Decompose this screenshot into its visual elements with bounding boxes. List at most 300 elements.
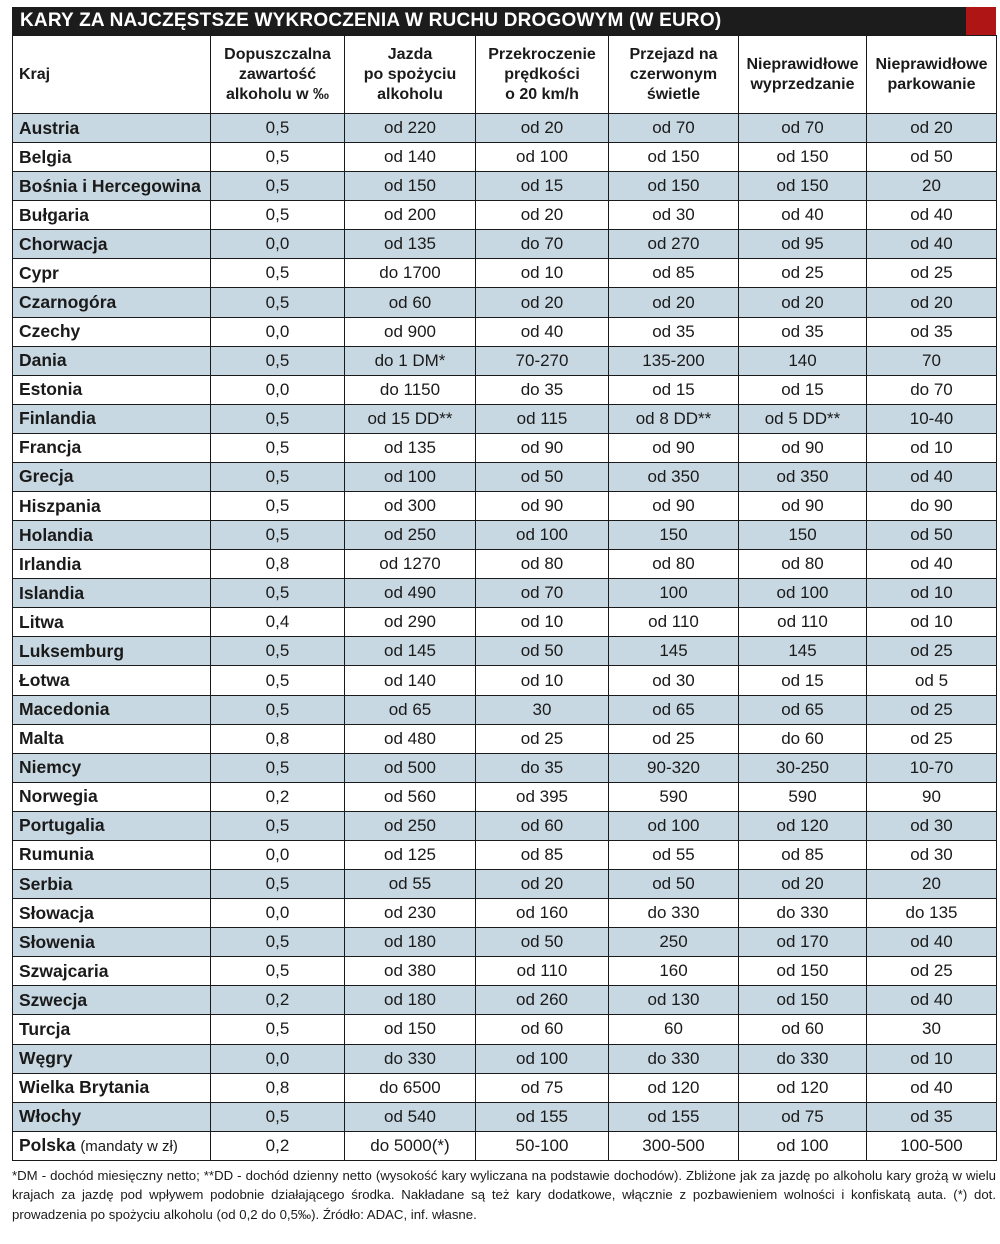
table-cell <box>476 259 609 288</box>
cell-value: od 150 <box>776 176 829 196</box>
table-row <box>13 462 997 491</box>
cell-value: 0,5 <box>265 757 290 777</box>
cell-value: 0,0 <box>265 379 290 399</box>
table-cell <box>211 637 345 666</box>
table-row <box>13 811 997 840</box>
column-header-line: Przekroczenie <box>488 45 596 63</box>
country-cell <box>13 1131 211 1160</box>
cell-value: od 80 <box>781 554 824 574</box>
cell-value: od 50 <box>910 525 953 545</box>
country-name: Czarnogóra <box>19 292 117 312</box>
country-cell <box>13 870 211 899</box>
table-row <box>13 1131 997 1160</box>
table-cell <box>739 288 867 317</box>
cell-value: od 135 <box>384 234 436 254</box>
country-cell <box>13 695 211 724</box>
table-row <box>13 346 997 375</box>
country-name: Bułgaria <box>19 204 90 225</box>
table-cell <box>739 1073 867 1102</box>
cell-value: od 5 DD** <box>764 408 841 428</box>
cell-value: 0,5 <box>265 815 290 835</box>
table-cell <box>739 521 867 550</box>
table-cell <box>345 782 476 811</box>
cell-value: od 20 <box>910 292 953 312</box>
country-name: Słowacja <box>19 902 94 923</box>
cell-value: 0,5 <box>265 641 290 661</box>
cell-value: od 90 <box>781 437 824 457</box>
table-cell <box>867 957 997 986</box>
cell-value: od 560 <box>384 786 436 806</box>
cell-value: 0,5 <box>265 350 290 370</box>
table-cell <box>739 637 867 666</box>
table-cell <box>476 608 609 637</box>
cell-value: 0,5 <box>265 525 290 545</box>
table-cell <box>345 201 476 230</box>
table-row <box>13 521 997 550</box>
country-cell <box>13 259 211 288</box>
table-cell <box>476 550 609 579</box>
cell-value: 140 <box>788 350 817 370</box>
column-header-line: alkoholu <box>377 85 443 103</box>
country-name: Grecja <box>19 466 74 487</box>
cell-value: od 350 <box>647 466 700 486</box>
table-cell <box>476 143 609 172</box>
table-cell <box>345 346 476 375</box>
cell-value: 0,5 <box>265 437 290 457</box>
table-cell <box>345 928 476 957</box>
cell-value: od 155 <box>516 1106 568 1126</box>
cell-value: 160 <box>659 961 688 981</box>
table-cell <box>609 666 739 695</box>
table-cell <box>211 346 345 375</box>
table-cell <box>211 695 345 724</box>
cell-value: 0,2 <box>265 990 290 1010</box>
table-cell <box>476 899 609 928</box>
table-cell <box>609 724 739 753</box>
column-header-line: o 20 km/h <box>505 85 579 103</box>
table-cell <box>867 695 997 724</box>
table-cell <box>211 1131 345 1160</box>
column-header-line: czerwonym <box>629 65 718 83</box>
cell-value: 70 <box>922 350 941 370</box>
country-name: Litwa <box>19 611 64 632</box>
cell-value: od 40 <box>910 990 953 1010</box>
country-name: Francja <box>19 437 82 458</box>
table-cell <box>739 928 867 957</box>
table-cell <box>211 492 345 521</box>
table-cell <box>476 288 609 317</box>
table-cell <box>345 404 476 433</box>
country-name: Holandia <box>19 524 93 545</box>
table-cell <box>476 782 609 811</box>
table-row <box>13 782 997 811</box>
cell-value: do 90 <box>910 496 953 516</box>
cell-value: od 180 <box>384 990 436 1010</box>
cell-value: od 150 <box>776 147 829 167</box>
cell-value: od 900 <box>384 321 436 341</box>
table-row <box>13 550 997 579</box>
table-cell <box>476 462 609 491</box>
country-cell <box>13 172 211 201</box>
cell-value: od 65 <box>388 699 432 719</box>
table-cell <box>609 375 739 404</box>
cell-value: od 10 <box>910 583 953 603</box>
column-header-line: zawartość <box>238 65 317 83</box>
cell-value: od 120 <box>776 815 829 835</box>
table-cell <box>211 928 345 957</box>
table-cell <box>476 201 609 230</box>
table-cell <box>211 1015 345 1044</box>
table-cell <box>739 899 867 928</box>
table-cell <box>867 1044 997 1073</box>
cell-value: 0,2 <box>265 1135 290 1155</box>
cell-value: 30-250 <box>776 757 829 777</box>
country-cell <box>13 637 211 666</box>
table-cell <box>739 114 867 143</box>
cell-value: 590 <box>788 786 817 806</box>
country-name: Finlandia <box>19 408 96 429</box>
cell-value: 0,8 <box>265 728 290 748</box>
cell-value: 0,5 <box>265 874 290 894</box>
country-cell <box>13 579 211 608</box>
cell-value: od 135 <box>384 437 436 457</box>
cell-value: 0,5 <box>265 118 290 138</box>
cell-value: 0,5 <box>265 932 290 952</box>
cell-value: od 490 <box>384 583 436 603</box>
cell-value: 135-200 <box>642 350 705 370</box>
cell-value: od 40 <box>910 554 953 574</box>
cell-value: od 30 <box>910 844 953 864</box>
table-cell <box>739 666 867 695</box>
table-cell <box>867 724 997 753</box>
cell-value: do 70 <box>910 379 953 399</box>
cell-value: od 50 <box>520 641 564 661</box>
country-name: Bośnia i Hercegowina <box>19 175 201 196</box>
table-cell <box>211 753 345 782</box>
table-cell <box>609 753 739 782</box>
column-header <box>867 36 997 114</box>
cell-value: od 150 <box>776 961 829 981</box>
column-header <box>211 36 345 114</box>
table-cell <box>345 230 476 259</box>
cell-value: od 85 <box>652 263 695 283</box>
cell-value: od 35 <box>910 1106 953 1126</box>
table-cell <box>739 317 867 346</box>
cell-value: od 15 <box>781 379 824 399</box>
table-cell <box>609 637 739 666</box>
table-row <box>13 114 997 143</box>
cell-value: 100-500 <box>900 1135 963 1155</box>
cell-value: od 150 <box>776 990 829 1010</box>
cell-value: od 20 <box>520 118 564 138</box>
cell-value: od 65 <box>652 699 695 719</box>
table-cell <box>609 957 739 986</box>
country-cell <box>13 957 211 986</box>
title-bar <box>12 7 996 35</box>
table-cell <box>211 957 345 986</box>
table-cell <box>211 375 345 404</box>
cell-value: od 160 <box>516 903 568 923</box>
cell-value: 0,0 <box>265 321 290 341</box>
table-cell <box>345 1044 476 1073</box>
table-row <box>13 433 997 462</box>
table-cell <box>476 811 609 840</box>
table-cell <box>867 259 997 288</box>
table-cell <box>867 1131 997 1160</box>
cell-value: od 10 <box>910 1048 953 1068</box>
country-cell <box>13 201 211 230</box>
table-cell <box>739 840 867 869</box>
table-cell <box>609 492 739 521</box>
cell-value: od 230 <box>384 903 436 923</box>
table-row <box>13 899 997 928</box>
table-cell <box>345 433 476 462</box>
column-header-line: świetle <box>646 85 701 103</box>
country-name: Serbia <box>19 873 73 894</box>
cell-value: od 150 <box>647 176 700 196</box>
cell-value: do 330 <box>776 903 829 923</box>
country-name: Turcja <box>19 1018 71 1039</box>
table-cell <box>345 172 476 201</box>
table-cell <box>211 782 345 811</box>
country-cell <box>13 114 211 143</box>
table-cell <box>739 1102 867 1131</box>
cell-value: do 70 <box>520 234 564 254</box>
cell-value: od 65 <box>781 699 824 719</box>
table-cell <box>867 811 997 840</box>
table-cell <box>476 928 609 957</box>
cell-value: od 10 <box>520 263 564 283</box>
cell-value: 70-270 <box>515 350 569 370</box>
cell-value: 0,2 <box>265 786 290 806</box>
table-cell <box>739 201 867 230</box>
table-cell <box>345 462 476 491</box>
cell-value: do 35 <box>520 757 564 777</box>
column-header <box>345 36 476 114</box>
column-header-line: Nieprawidłowe <box>746 55 859 73</box>
cell-value: 50-100 <box>515 1135 569 1155</box>
cell-value: 145 <box>659 641 688 661</box>
cell-value: od 10 <box>520 612 564 632</box>
table-cell <box>211 899 345 928</box>
cell-value: 100 <box>659 583 688 603</box>
table-cell <box>476 521 609 550</box>
table-cell <box>867 114 997 143</box>
country-name: Estonia <box>19 379 83 400</box>
table-cell <box>739 753 867 782</box>
cell-value: od 50 <box>910 147 953 167</box>
table-cell <box>867 462 997 491</box>
table-cell <box>345 259 476 288</box>
table-cell <box>345 1102 476 1131</box>
table-cell <box>609 317 739 346</box>
table-cell <box>867 550 997 579</box>
country-name: Niemcy <box>19 757 82 778</box>
country-name: Rumunia <box>19 844 94 865</box>
cell-value: od 150 <box>384 1019 436 1039</box>
column-header-line: prędkości <box>504 65 580 83</box>
cell-value: od 20 <box>520 205 564 225</box>
cell-value: od 100 <box>776 583 829 603</box>
cell-value: 0,5 <box>265 176 290 196</box>
cell-value: od 85 <box>781 844 824 864</box>
cell-value: od 40 <box>910 1077 953 1097</box>
table-cell <box>739 492 867 521</box>
table-row <box>13 375 997 404</box>
table-row <box>13 230 997 259</box>
cell-value: do 6500 <box>379 1077 441 1097</box>
table-cell <box>345 899 476 928</box>
table-cell <box>609 201 739 230</box>
table-row <box>13 1102 997 1131</box>
cell-value: 0,4 <box>265 612 290 632</box>
table-cell <box>609 899 739 928</box>
cell-value: od 100 <box>776 1135 829 1155</box>
cell-value: od 120 <box>776 1077 829 1097</box>
cell-value: od 25 <box>781 263 824 283</box>
country-cell <box>13 899 211 928</box>
table-cell <box>476 724 609 753</box>
table-cell <box>345 1073 476 1102</box>
table-cell <box>867 1102 997 1131</box>
table-cell <box>867 928 997 957</box>
fines-table <box>12 35 997 1161</box>
cell-value: 0,5 <box>265 466 290 486</box>
table-row <box>13 1073 997 1102</box>
table-cell <box>739 1044 867 1073</box>
cell-value: od 10 <box>910 612 953 632</box>
cell-value: od 1270 <box>379 554 441 574</box>
cell-value: od 20 <box>520 874 564 894</box>
table-cell <box>476 317 609 346</box>
table-cell <box>739 550 867 579</box>
cell-value: od 50 <box>520 466 564 486</box>
table-cell <box>211 1073 345 1102</box>
table-row <box>13 143 997 172</box>
table-cell <box>609 550 739 579</box>
column-header-line: Kraj <box>19 65 51 83</box>
table-cell <box>867 986 997 1015</box>
header-row <box>13 36 997 114</box>
table-row <box>13 666 997 695</box>
cell-value: 0,5 <box>265 583 290 603</box>
cell-value: 0,5 <box>265 205 290 225</box>
cell-value: do 1700 <box>379 263 441 283</box>
country-cell <box>13 375 211 404</box>
country-name: Dania <box>19 350 67 371</box>
cell-value: 0,5 <box>265 496 290 516</box>
cell-value: 590 <box>659 786 688 806</box>
cell-value: od 220 <box>384 118 436 138</box>
cell-value: od 480 <box>384 728 436 748</box>
table-cell <box>867 870 997 899</box>
column-header-line: Nieprawidłowe <box>875 55 988 73</box>
table-cell <box>609 579 739 608</box>
table-cell <box>476 1102 609 1131</box>
cell-value: od 90 <box>781 496 824 516</box>
cell-value: od 100 <box>647 815 700 835</box>
table-cell <box>211 986 345 1015</box>
country-cell <box>13 928 211 957</box>
table-cell <box>476 1073 609 1102</box>
table-row <box>13 492 997 521</box>
table-cell <box>476 957 609 986</box>
table-cell <box>345 957 476 986</box>
table-cell <box>609 259 739 288</box>
table-cell <box>476 433 609 462</box>
country-cell <box>13 724 211 753</box>
cell-value: od 55 <box>388 874 432 894</box>
cell-value: od 260 <box>516 990 568 1010</box>
cell-value: do 330 <box>776 1048 829 1068</box>
country-cell <box>13 230 211 259</box>
country-cell <box>13 317 211 346</box>
cell-value: od 90 <box>520 496 564 516</box>
table-cell <box>211 870 345 899</box>
cell-value: od 150 <box>647 147 700 167</box>
cell-value: od 500 <box>384 757 436 777</box>
table-cell <box>609 143 739 172</box>
cell-value: od 30 <box>652 670 695 690</box>
table-row <box>13 724 997 753</box>
cell-value: od 70 <box>781 118 824 138</box>
country-cell <box>13 288 211 317</box>
page-title: KARY ZA NAJCZĘSTSZE WYKROCZENIA W RUCHU DROGOWYM (W EURO) <box>20 10 722 31</box>
country-cell <box>13 1044 211 1073</box>
country-cell <box>13 782 211 811</box>
cell-value: od 25 <box>652 728 695 748</box>
cell-value: od 95 <box>781 234 824 254</box>
cell-value: od 75 <box>520 1077 564 1097</box>
table-row <box>13 404 997 433</box>
table-cell <box>609 433 739 462</box>
table-cell <box>345 492 476 521</box>
table-cell <box>867 637 997 666</box>
cell-value: 10-70 <box>909 757 954 777</box>
table-cell <box>739 608 867 637</box>
cell-value: od 40 <box>910 234 953 254</box>
country-cell <box>13 143 211 172</box>
table-cell <box>476 346 609 375</box>
country-cell <box>13 404 211 433</box>
cell-value: 0,5 <box>265 961 290 981</box>
table-cell <box>609 1102 739 1131</box>
table-cell <box>211 230 345 259</box>
table-cell <box>609 346 739 375</box>
column-header <box>476 36 609 114</box>
table-cell <box>476 579 609 608</box>
table-cell <box>345 579 476 608</box>
table-cell <box>609 986 739 1015</box>
table-cell <box>211 1044 345 1073</box>
cell-value: od 150 <box>384 176 436 196</box>
table-cell <box>345 840 476 869</box>
table-cell <box>211 462 345 491</box>
cell-value: od 20 <box>781 874 824 894</box>
country-name: Szwajcaria <box>19 960 109 981</box>
table-cell <box>211 143 345 172</box>
cell-value: do 135 <box>905 903 958 923</box>
country-cell <box>13 550 211 579</box>
table-row <box>13 986 997 1015</box>
country-cell <box>13 1073 211 1102</box>
table-cell <box>867 1073 997 1102</box>
table-cell <box>211 172 345 201</box>
cell-value: od 25 <box>910 641 953 661</box>
table-cell <box>476 666 609 695</box>
table-cell <box>211 608 345 637</box>
cell-value: do 330 <box>647 1048 700 1068</box>
